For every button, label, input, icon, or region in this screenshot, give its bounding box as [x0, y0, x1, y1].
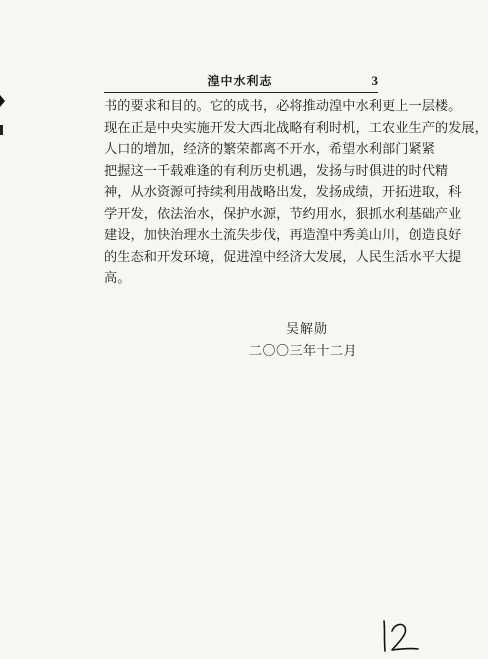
text-line: 把握这一千载难逢的有利历史机遇，发扬与时俱进的时代精: [104, 163, 449, 179]
text-line: 人口的增加，经济的繁荣都离不开水，希望水利部门紧紧: [104, 142, 435, 157]
page-header: [104, 73, 378, 91]
text-line: 现在正是中央实施开发大西北战略有利时机，工农业生产的发展，: [104, 120, 488, 136]
signature-date: 二〇〇三年十二月: [249, 344, 358, 359]
text-line: 神，从水资源可持续利用战略出发，发扬成绩，开拓进取，科: [104, 185, 462, 200]
handwritten-page-number: [370, 615, 430, 655]
text-line: 建设，加快治理水土流失步伐，再造湟中秀美山川，创造良好: [104, 228, 462, 243]
text-line: 高。: [104, 271, 131, 286]
page-number: 3: [371, 73, 378, 88]
author-signature: 吴解勋: [286, 322, 329, 337]
binding-mark: [0, 92, 5, 104]
binding-mark: [0, 120, 3, 130]
text-line: 书的要求和目的。它的成书，必将推动湟中水利更上一层楼。: [104, 99, 462, 114]
text-line: 学开发，依法治水，保护水源，节约用水，狠抓水利基础产业: [104, 206, 462, 222]
body-paragraph: [104, 96, 488, 290]
header-rule: [104, 92, 378, 93]
running-head: 湟中水利志: [207, 74, 273, 88]
text-line: 的生态和开发环境，促进湟中经济大发展，人民生活水平大提: [104, 249, 462, 265]
